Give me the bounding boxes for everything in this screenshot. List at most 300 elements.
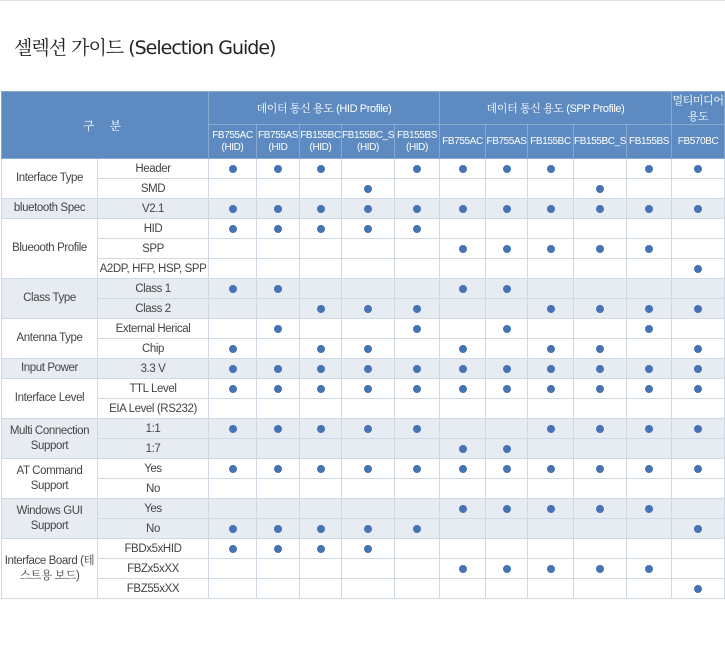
support-cell [486, 439, 528, 459]
supported-dot-icon [413, 425, 421, 433]
feature-label: External Herical [98, 319, 209, 339]
support-cell [395, 319, 440, 339]
supported-dot-icon [547, 165, 555, 173]
category-label: Class Type [2, 279, 98, 319]
supported-dot-icon [596, 425, 604, 433]
support-cell [300, 219, 342, 239]
support-cell [528, 579, 574, 599]
support-cell [257, 499, 300, 519]
support-cell [209, 399, 257, 419]
support-cell [342, 299, 395, 319]
supported-dot-icon [459, 385, 467, 393]
support-cell [395, 359, 440, 379]
supported-dot-icon [274, 525, 282, 533]
supported-dot-icon [459, 345, 467, 353]
support-cell [440, 439, 486, 459]
support-cell [528, 239, 574, 259]
support-cell [440, 499, 486, 519]
feature-label: 3.3 V [98, 359, 209, 379]
category-label: Windows GUI Support [2, 499, 98, 539]
support-cell [342, 459, 395, 479]
support-cell [257, 399, 300, 419]
support-cell [486, 479, 528, 499]
support-cell [574, 559, 627, 579]
table-row [2, 479, 725, 499]
support-cell [300, 379, 342, 399]
table-row [2, 319, 725, 339]
support-cell [672, 159, 725, 179]
feature-label: FBZ55xXX [98, 579, 209, 599]
support-cell [300, 339, 342, 359]
supported-dot-icon [694, 525, 702, 533]
support-cell [672, 319, 725, 339]
support-cell [300, 499, 342, 519]
table-body [2, 159, 725, 599]
support-cell [209, 559, 257, 579]
supported-dot-icon [503, 285, 511, 293]
supported-dot-icon [413, 465, 421, 473]
table-row [2, 219, 725, 239]
support-cell [440, 199, 486, 219]
support-cell [209, 419, 257, 439]
support-cell [342, 179, 395, 199]
support-cell [672, 199, 725, 219]
supported-dot-icon [317, 385, 325, 393]
support-cell [574, 279, 627, 299]
supported-dot-icon [274, 165, 282, 173]
support-cell [209, 239, 257, 259]
support-cell [486, 359, 528, 379]
support-cell [627, 339, 672, 359]
feature-label: No [98, 519, 209, 539]
support-cell [342, 199, 395, 219]
supported-dot-icon [547, 365, 555, 373]
support-cell [440, 559, 486, 579]
support-cell [574, 459, 627, 479]
feature-label: No [98, 479, 209, 499]
model-header: FB570BC [672, 125, 725, 159]
support-cell [342, 399, 395, 419]
feature-label: Chip [98, 339, 209, 359]
support-cell [672, 339, 725, 359]
support-cell [672, 579, 725, 599]
top-divider [0, 0, 725, 1]
support-cell [300, 519, 342, 539]
support-cell [528, 419, 574, 439]
category-label: Blueooth Profile [2, 219, 98, 279]
support-cell [528, 359, 574, 379]
feature-label: Class 1 [98, 279, 209, 299]
support-cell [574, 579, 627, 599]
support-cell [627, 319, 672, 339]
support-cell [486, 579, 528, 599]
support-cell [627, 419, 672, 439]
supported-dot-icon [459, 465, 467, 473]
supported-dot-icon [317, 345, 325, 353]
support-cell [395, 499, 440, 519]
support-cell [627, 159, 672, 179]
support-cell [257, 319, 300, 339]
category-label: Multi Connection Support [2, 419, 98, 459]
support-cell [486, 319, 528, 339]
supported-dot-icon [645, 425, 653, 433]
category-label: Antenna Type [2, 319, 98, 359]
feature-label: Class 2 [98, 299, 209, 319]
supported-dot-icon [503, 325, 511, 333]
category-label: Interface Board (테스트용 보드) [2, 539, 98, 599]
feature-label: HID [98, 219, 209, 239]
header-group-spp: 데이터 통신 용도 (SPP Profile) [440, 92, 672, 125]
supported-dot-icon [317, 545, 325, 553]
support-cell [342, 379, 395, 399]
header-group-multimedia: 멀티미디어 용도 [672, 92, 725, 125]
support-cell [672, 179, 725, 199]
support-cell [257, 359, 300, 379]
support-cell [209, 259, 257, 279]
support-cell [486, 179, 528, 199]
support-cell [300, 579, 342, 599]
supported-dot-icon [459, 285, 467, 293]
header-group-hid: 데이터 통신 용도 (HID Profile) [209, 92, 440, 125]
support-cell [300, 459, 342, 479]
support-cell [209, 519, 257, 539]
supported-dot-icon [596, 465, 604, 473]
support-cell [672, 539, 725, 559]
table-row [2, 359, 725, 379]
feature-label: 1:1 [98, 419, 209, 439]
support-cell [395, 279, 440, 299]
supported-dot-icon [274, 425, 282, 433]
supported-dot-icon [694, 345, 702, 353]
support-cell [395, 579, 440, 599]
support-cell [528, 219, 574, 239]
supported-dot-icon [694, 265, 702, 273]
supported-dot-icon [229, 165, 237, 173]
supported-dot-icon [459, 565, 467, 573]
supported-dot-icon [364, 365, 372, 373]
supported-dot-icon [229, 205, 237, 213]
supported-dot-icon [229, 425, 237, 433]
support-cell [486, 519, 528, 539]
support-cell [574, 239, 627, 259]
supported-dot-icon [596, 205, 604, 213]
support-cell [486, 419, 528, 439]
table-row [2, 519, 725, 539]
table-header [2, 92, 725, 159]
support-cell [257, 299, 300, 319]
support-cell [486, 499, 528, 519]
supported-dot-icon [364, 545, 372, 553]
supported-dot-icon [645, 205, 653, 213]
support-cell [395, 339, 440, 359]
support-cell [209, 199, 257, 219]
support-cell [440, 579, 486, 599]
support-cell [486, 159, 528, 179]
support-cell [395, 379, 440, 399]
supported-dot-icon [694, 425, 702, 433]
support-cell [342, 499, 395, 519]
supported-dot-icon [459, 365, 467, 373]
model-header: FB155BC_S [574, 125, 627, 159]
support-cell [342, 359, 395, 379]
support-cell [209, 299, 257, 319]
supported-dot-icon [229, 545, 237, 553]
support-cell [342, 319, 395, 339]
supported-dot-icon [694, 305, 702, 313]
support-cell [300, 319, 342, 339]
support-cell [486, 399, 528, 419]
support-cell [300, 159, 342, 179]
supported-dot-icon [364, 385, 372, 393]
support-cell [574, 439, 627, 459]
support-cell [342, 219, 395, 239]
model-header: FB155BS (HID) [395, 125, 440, 159]
support-cell [672, 359, 725, 379]
support-cell [300, 479, 342, 499]
support-cell [342, 579, 395, 599]
support-cell [627, 179, 672, 199]
support-cell [672, 519, 725, 539]
support-cell [574, 399, 627, 419]
support-cell [395, 419, 440, 439]
supported-dot-icon [274, 545, 282, 553]
supported-dot-icon [413, 205, 421, 213]
support-cell [342, 279, 395, 299]
support-cell [627, 519, 672, 539]
support-cell [300, 539, 342, 559]
support-cell [528, 379, 574, 399]
support-cell [440, 359, 486, 379]
category-label: bluetooth Spec [2, 199, 98, 219]
supported-dot-icon [694, 465, 702, 473]
support-cell [257, 279, 300, 299]
supported-dot-icon [596, 245, 604, 253]
supported-dot-icon [547, 565, 555, 573]
support-cell [209, 379, 257, 399]
model-header: FB755AC [440, 125, 486, 159]
header-gubun: 구 분 [2, 92, 209, 159]
support-cell [300, 439, 342, 459]
supported-dot-icon [547, 345, 555, 353]
selection-guide-table [1, 91, 725, 599]
support-cell [257, 179, 300, 199]
support-cell [627, 439, 672, 459]
table-row [2, 279, 725, 299]
table-row [2, 199, 725, 219]
supported-dot-icon [694, 585, 702, 593]
supported-dot-icon [694, 365, 702, 373]
support-cell [574, 259, 627, 279]
support-cell [528, 459, 574, 479]
supported-dot-icon [229, 225, 237, 233]
support-cell [300, 299, 342, 319]
supported-dot-icon [364, 225, 372, 233]
category-label: AT Command Support [2, 459, 98, 499]
support-cell [574, 379, 627, 399]
support-cell [627, 219, 672, 239]
support-cell [574, 339, 627, 359]
supported-dot-icon [459, 245, 467, 253]
support-cell [528, 199, 574, 219]
support-cell [528, 179, 574, 199]
support-cell [528, 319, 574, 339]
support-cell [395, 539, 440, 559]
supported-dot-icon [459, 505, 467, 513]
table-row [2, 179, 725, 199]
model-header: FB755AS (HID [257, 125, 300, 159]
supported-dot-icon [503, 165, 511, 173]
model-header: FB155BC (HID) [300, 125, 342, 159]
support-cell [257, 479, 300, 499]
supported-dot-icon [596, 565, 604, 573]
support-cell [440, 379, 486, 399]
supported-dot-icon [503, 505, 511, 513]
feature-label: SMD [98, 179, 209, 199]
supported-dot-icon [645, 245, 653, 253]
support-cell [440, 339, 486, 359]
support-cell [672, 559, 725, 579]
support-cell [395, 479, 440, 499]
support-cell [342, 559, 395, 579]
supported-dot-icon [274, 465, 282, 473]
support-cell [672, 419, 725, 439]
support-cell [627, 299, 672, 319]
support-cell [574, 179, 627, 199]
support-cell [672, 259, 725, 279]
supported-dot-icon [459, 205, 467, 213]
support-cell [209, 499, 257, 519]
support-cell [342, 439, 395, 459]
feature-label: A2DP, HFP, HSP, SPP [98, 259, 209, 279]
support-cell [257, 459, 300, 479]
support-cell [627, 239, 672, 259]
support-cell [574, 419, 627, 439]
support-cell [440, 319, 486, 339]
supported-dot-icon [317, 425, 325, 433]
support-cell [574, 159, 627, 179]
category-label: Interface Level [2, 379, 98, 419]
support-cell [209, 319, 257, 339]
support-cell [627, 479, 672, 499]
support-cell [395, 519, 440, 539]
feature-label: EIA Level (RS232) [98, 399, 209, 419]
support-cell [395, 439, 440, 459]
supported-dot-icon [645, 325, 653, 333]
feature-label: SPP [98, 239, 209, 259]
support-cell [440, 479, 486, 499]
supported-dot-icon [547, 385, 555, 393]
feature-label: Header [98, 159, 209, 179]
supported-dot-icon [503, 205, 511, 213]
supported-dot-icon [503, 565, 511, 573]
supported-dot-icon [317, 465, 325, 473]
support-cell [486, 219, 528, 239]
support-cell [627, 259, 672, 279]
feature-label: Yes [98, 459, 209, 479]
support-cell [342, 539, 395, 559]
support-cell [342, 519, 395, 539]
supported-dot-icon [413, 225, 421, 233]
supported-dot-icon [694, 385, 702, 393]
feature-label: Yes [98, 499, 209, 519]
model-header: FB155BC [528, 125, 574, 159]
table-row [2, 259, 725, 279]
support-cell [395, 199, 440, 219]
support-cell [528, 299, 574, 319]
support-cell [574, 219, 627, 239]
supported-dot-icon [645, 385, 653, 393]
support-cell [440, 539, 486, 559]
support-cell [300, 419, 342, 439]
support-cell [574, 319, 627, 339]
supported-dot-icon [317, 165, 325, 173]
supported-dot-icon [229, 345, 237, 353]
support-cell [528, 479, 574, 499]
support-cell [440, 239, 486, 259]
support-cell [627, 459, 672, 479]
supported-dot-icon [413, 325, 421, 333]
supported-dot-icon [459, 165, 467, 173]
support-cell [440, 399, 486, 419]
supported-dot-icon [547, 245, 555, 253]
supported-dot-icon [229, 365, 237, 373]
support-cell [486, 279, 528, 299]
supported-dot-icon [645, 165, 653, 173]
supported-dot-icon [503, 245, 511, 253]
table-row [2, 499, 725, 519]
supported-dot-icon [503, 365, 511, 373]
support-cell [395, 399, 440, 419]
support-cell [486, 539, 528, 559]
support-cell [440, 419, 486, 439]
supported-dot-icon [364, 185, 372, 193]
supported-dot-icon [459, 445, 467, 453]
supported-dot-icon [229, 385, 237, 393]
supported-dot-icon [645, 565, 653, 573]
support-cell [257, 259, 300, 279]
support-cell [342, 259, 395, 279]
support-cell [257, 559, 300, 579]
supported-dot-icon [547, 305, 555, 313]
supported-dot-icon [413, 365, 421, 373]
support-cell [672, 279, 725, 299]
supported-dot-icon [317, 205, 325, 213]
support-cell [257, 219, 300, 239]
support-cell [627, 279, 672, 299]
support-cell [528, 399, 574, 419]
support-cell [342, 419, 395, 439]
support-cell [257, 379, 300, 399]
support-cell [300, 399, 342, 419]
supported-dot-icon [694, 205, 702, 213]
support-cell [342, 479, 395, 499]
support-cell [257, 419, 300, 439]
support-cell [528, 519, 574, 539]
supported-dot-icon [413, 525, 421, 533]
support-cell [209, 579, 257, 599]
supported-dot-icon [274, 205, 282, 213]
supported-dot-icon [413, 165, 421, 173]
supported-dot-icon [503, 385, 511, 393]
support-cell [486, 379, 528, 399]
support-cell [209, 539, 257, 559]
support-cell [395, 239, 440, 259]
support-cell [574, 519, 627, 539]
feature-label: FBDx5xHID [98, 539, 209, 559]
support-cell [486, 339, 528, 359]
support-cell [440, 259, 486, 279]
support-cell [627, 359, 672, 379]
